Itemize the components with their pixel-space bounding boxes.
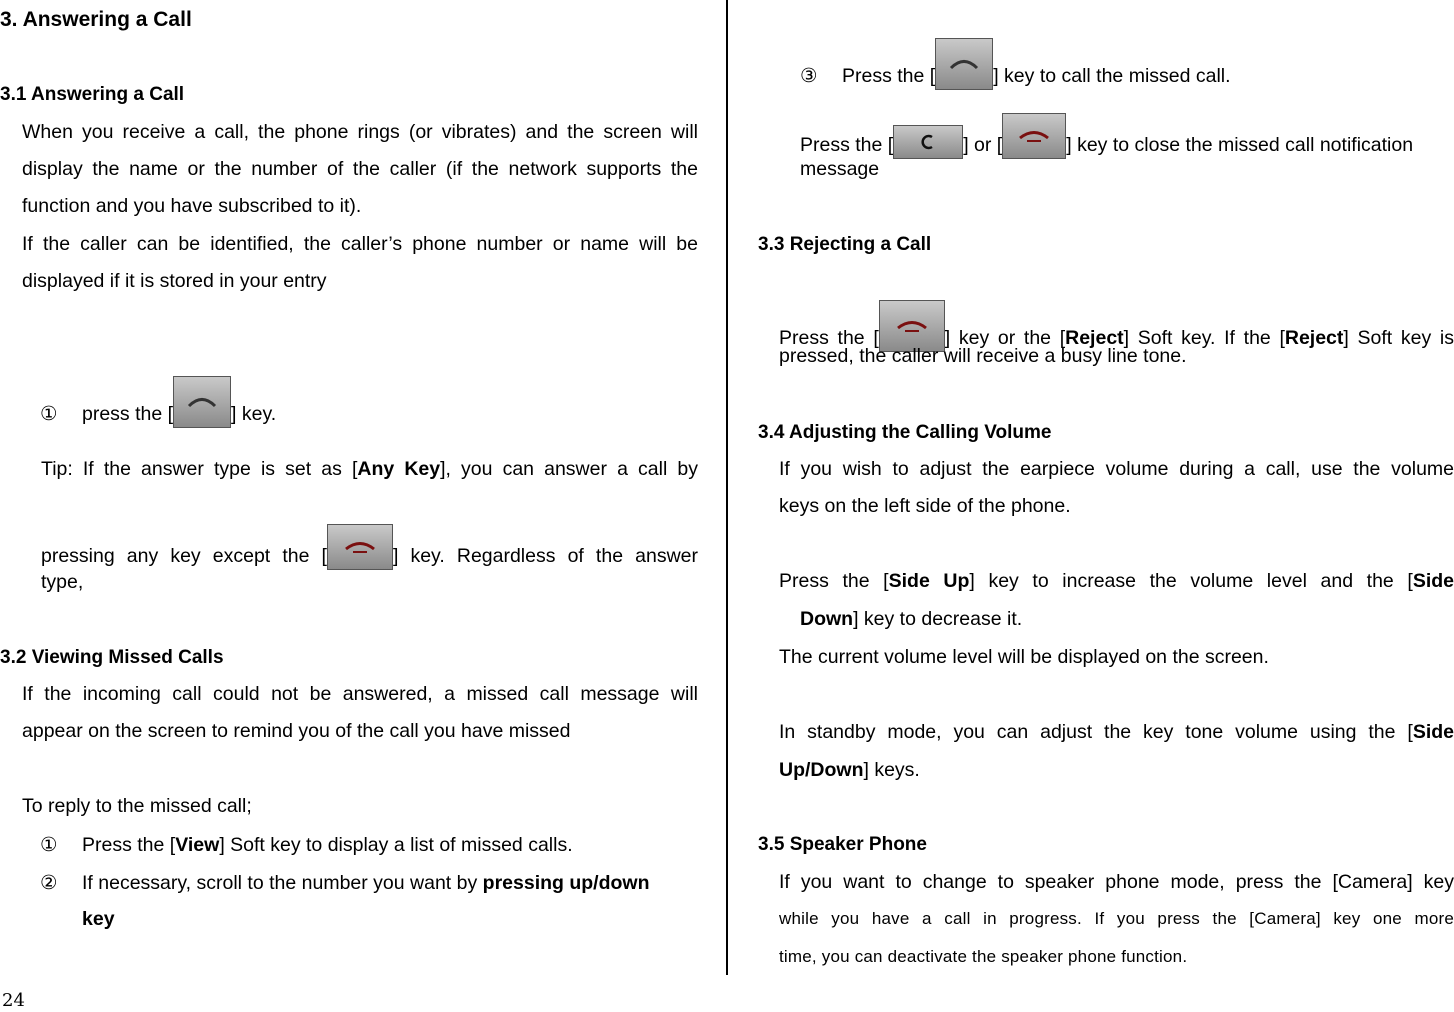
s31-p1-line2: display the name or the number of the caller (if the network supports the <box>22 158 698 180</box>
s34-p2-line2: Down] key to decrease it. <box>800 608 1023 630</box>
s34-p2-line1: Press the [Side Up] key to increase the volume level and the [Side <box>779 570 1454 592</box>
close-notification-line1: Press the [ ] or [ ] key to close the missed call notification <box>800 113 1454 159</box>
s31-p1-line3: function and you have subscribed to it). <box>22 195 362 217</box>
step-marker: ② <box>40 872 58 894</box>
column-divider <box>726 0 728 975</box>
section-3-2-heading: 3.2 Viewing Missed Calls <box>0 647 224 668</box>
chapter-title: 3. Answering a Call <box>0 8 192 31</box>
tip-line2: pressing any key except the [ ] key. Regardless of the answer <box>41 524 698 570</box>
tip-line1: Tip: If the answer type is set as [Any Key], you can answer a call by <box>41 458 698 480</box>
s32-p1-line1: If the incoming call could not be answered, a missed call message will <box>22 683 698 705</box>
section-3-3-heading: 3.3 Rejecting a Call <box>758 234 932 255</box>
s32-p2: To reply to the missed call; <box>22 795 252 817</box>
s32-step2-cont: key <box>82 908 115 930</box>
section-3-5-heading: 3.5 Speaker Phone <box>758 834 927 855</box>
tip-line3: type, <box>41 571 84 593</box>
s32-p1-line2: appear on the screen to remind you of the call you have missed <box>22 720 571 742</box>
send-key-icon <box>173 376 231 428</box>
s32-step1: ① Press the [View] Soft key to display a list of missed calls. <box>40 834 573 856</box>
s31-p2-line2: displayed if it is stored in your entry <box>22 270 327 292</box>
end-key-icon <box>1002 113 1066 159</box>
s33-line2: pressed, the caller will receive a busy line tone. <box>779 345 1187 367</box>
s31-step1: ① press the [ ] key. <box>40 376 698 428</box>
s34-p1-line1: If you wish to adjust the earpiece volume during a call, use the volume <box>779 458 1454 480</box>
send-key-icon <box>935 38 993 90</box>
step-marker: ① <box>40 403 58 425</box>
section-3-1-heading: 3.1 Answering a Call <box>0 84 185 105</box>
s32-step3: ③ Press the [ ] key to call the missed call. <box>800 38 1454 90</box>
section-3-4-heading: 3.4 Adjusting the Calling Volume <box>758 422 1052 443</box>
page-number: 24 <box>2 990 25 1011</box>
s35-line3: time, you can deactivate the speaker phone function. <box>779 947 1188 966</box>
step-marker: ③ <box>800 65 818 87</box>
clear-key-icon <box>893 125 963 159</box>
s31-p1-line1: When you receive a call, the phone rings (or vibrates) and the screen will <box>22 121 698 143</box>
end-key-icon <box>327 524 393 570</box>
s34-p1-line2: keys on the left side of the phone. <box>779 495 1071 517</box>
close-notification-line2: message <box>800 158 880 180</box>
s32-step2: ② If necessary, scroll to the number you want by pressing up/down <box>40 872 650 894</box>
s34-p4-line2: Up/Down] keys. <box>779 759 920 781</box>
s35-line1: If you want to change to speaker phone mode, press the [Camera] key <box>779 871 1454 893</box>
s33-line1: Press the [ ] key or the [Reject] Soft key. If the [Reject] Soft key is <box>779 300 1454 352</box>
s31-p2-line1: If the caller can be identified, the caller’s phone number or name will be <box>22 233 698 255</box>
step-marker: ① <box>40 834 58 856</box>
s35-line2: while you have a call in progress. If you press the [Camera] key one more <box>779 909 1454 928</box>
s34-p4-line1: In standby mode, you can adjust the key tone volume using the [Side <box>779 721 1454 743</box>
s34-p3: The current volume level will be displayed on the screen. <box>779 646 1269 668</box>
